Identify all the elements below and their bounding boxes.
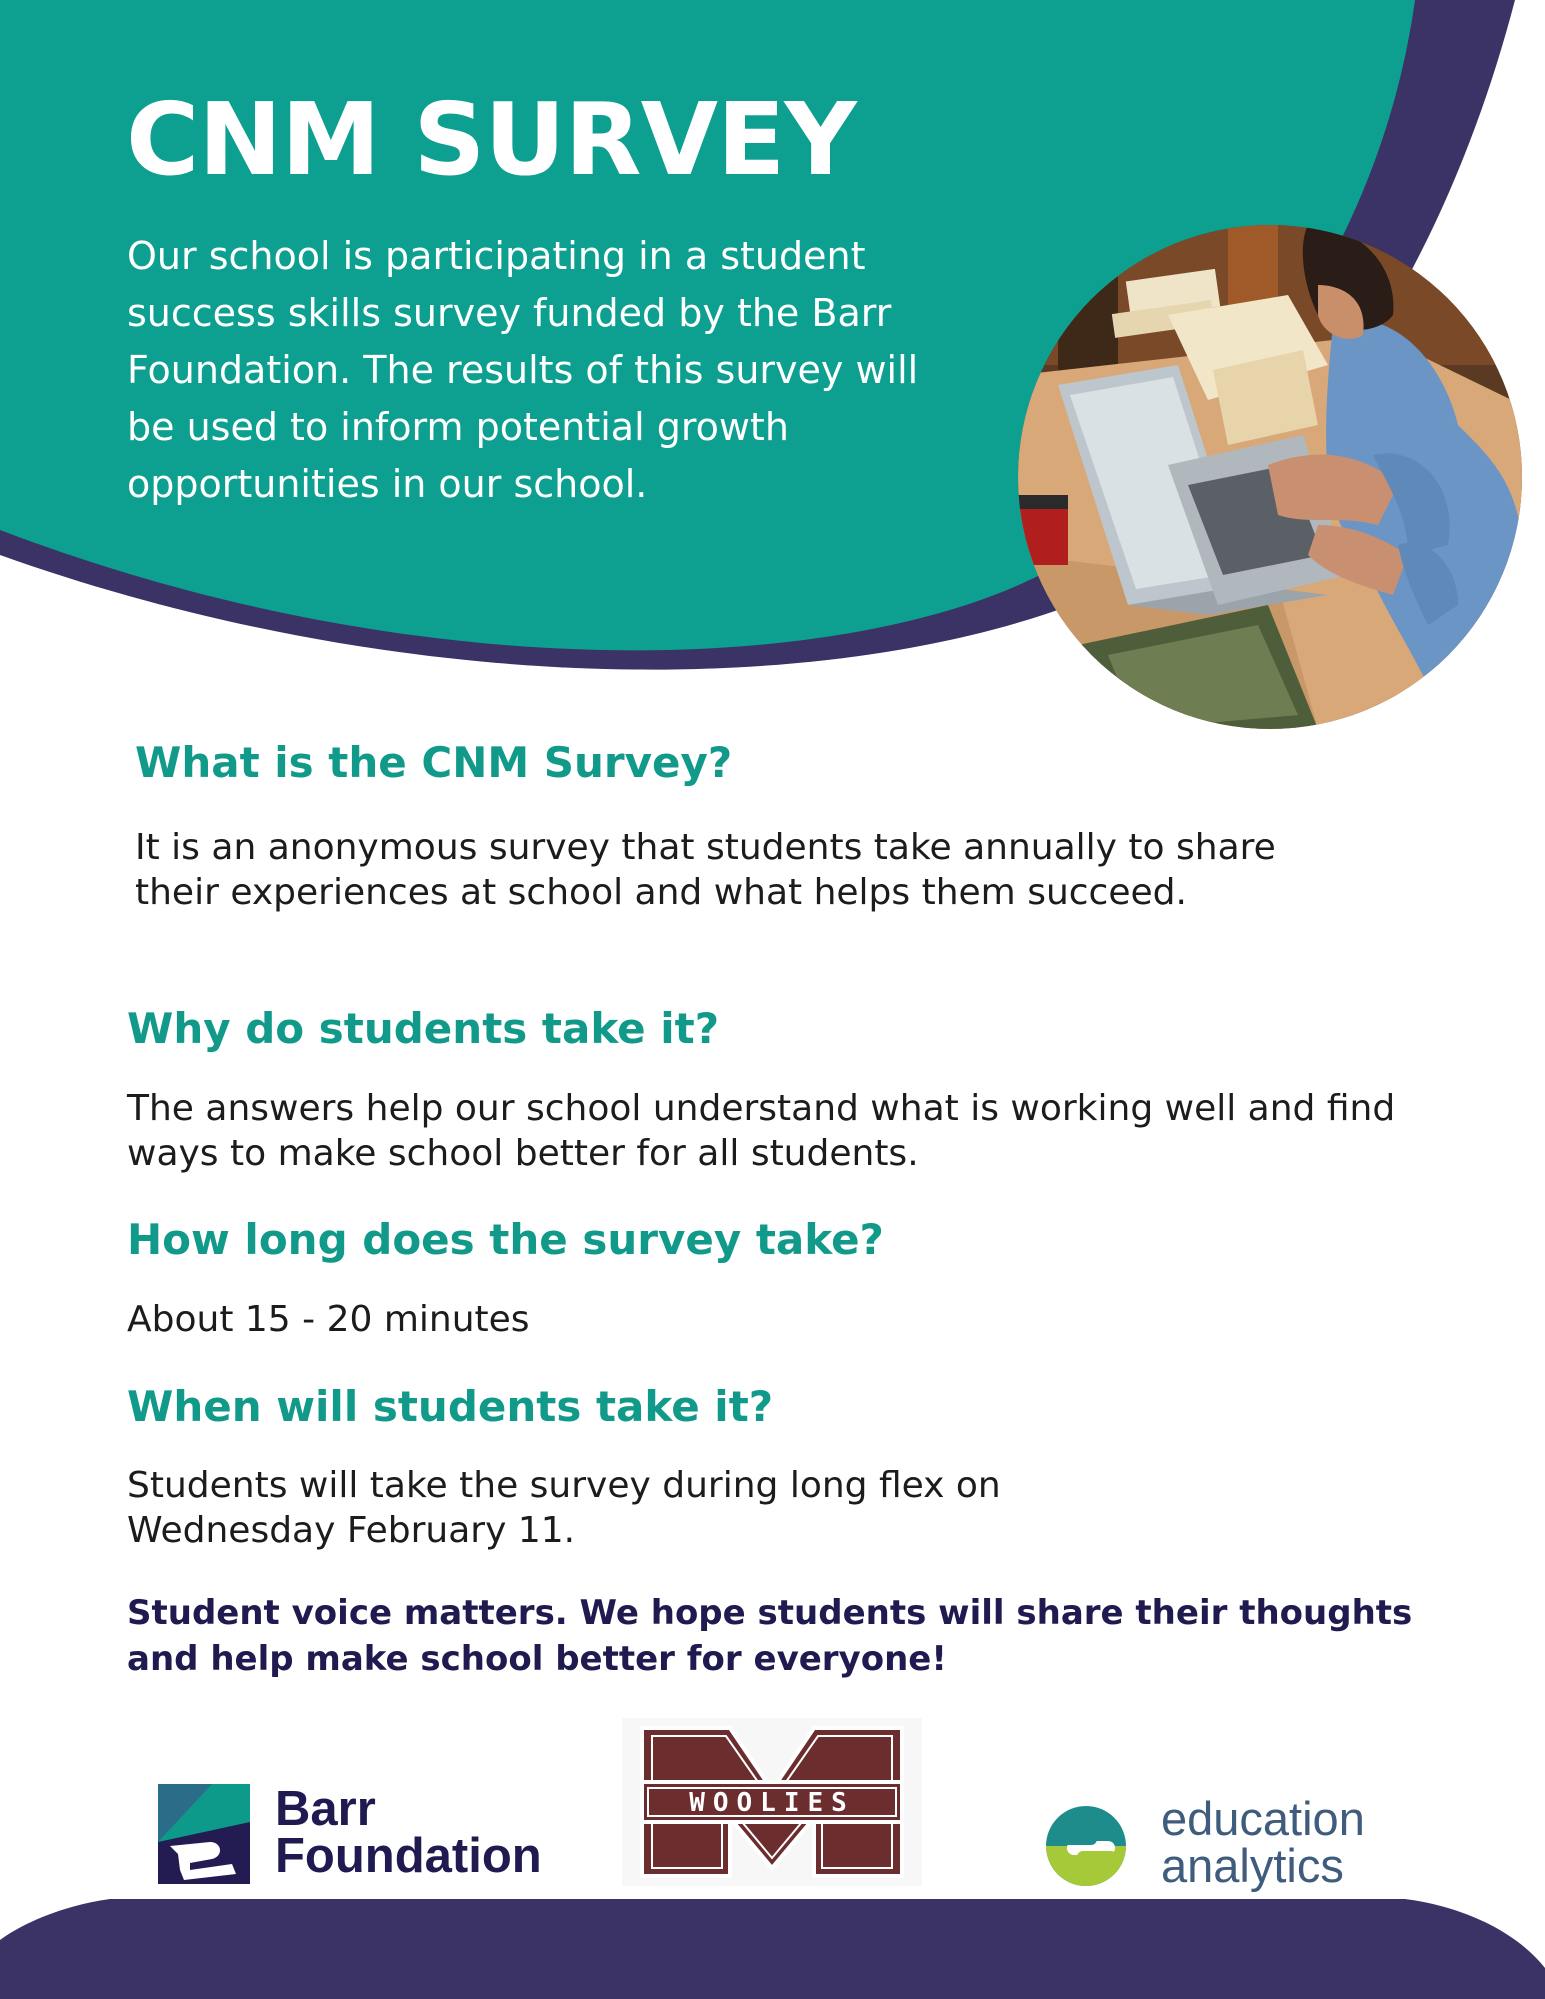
intro-paragraph: Our school is participating in a student success skills survey funded by the Barr Foundation. The results of this survey will be used to inform potential growth opportunities in our school. [127, 234, 919, 506]
section-heading-what: What is the CNM Survey? [135, 738, 733, 787]
ea-logo-line2: analytics [1161, 1839, 1344, 1892]
woolies-school-logo [622, 1718, 922, 1886]
section-body-what: It is an anonymous survey that students take annually to share their experiences at school and what helps them succeed. [135, 827, 1276, 913]
section-heading-how-long: How long does the survey take? [127, 1215, 884, 1264]
closing-statement: Student voice matters. We hope students will share their thoughts and help make school better for everyone! [127, 1593, 1413, 1679]
section-body-why: The answers help our school understand what is working well and find ways to make school better for all students. [127, 1088, 1396, 1174]
page-title: CNM SURVEY [126, 81, 856, 198]
ea-logo-line1: education [1161, 1792, 1365, 1845]
education-analytics-logo [1043, 1792, 1423, 1895]
section-body-when: Students will take the survey during long flex on Wednesday February 11. [127, 1465, 1001, 1551]
woolies-logo-text: WOOLIES [689, 1788, 855, 1818]
section-heading-when: When will students take it? [127, 1382, 774, 1431]
barr-foundation-wordmark [275, 1782, 542, 1883]
barr-logo-line1: Barr [275, 1782, 376, 1836]
education-analytics-mark-icon [1043, 1803, 1129, 1889]
barr-logo-line2: Foundation [275, 1829, 542, 1883]
section-heading-why: Why do students take it? [127, 1004, 720, 1053]
footer-navy-band [0, 1899, 1545, 1999]
education-analytics-wordmark [1161, 1792, 1365, 1892]
barr-foundation-logo [150, 1780, 570, 1890]
student-laptop-photo [1018, 225, 1522, 729]
barr-foundation-mark-icon [150, 1784, 250, 1884]
section-body-how-long: About 15 - 20 minutes [127, 1299, 530, 1340]
